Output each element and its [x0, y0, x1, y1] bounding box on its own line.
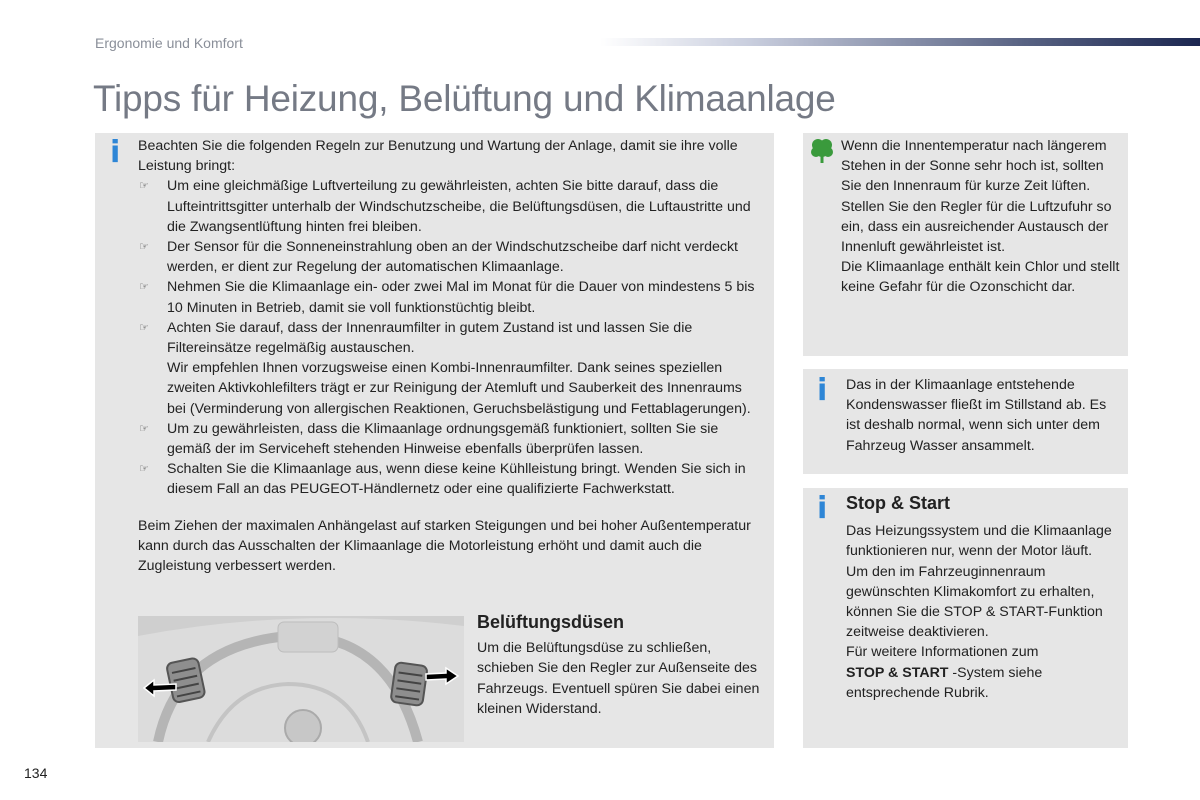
vents-text: Um die Belüftungsdüse zu schließen, schieben Sie den Regler zur Außenseite des Fahrzeugs. Eventuell spüren Sie dabei einen kleinen Widerstand. — [477, 640, 760, 717]
list-item: ☞ Der Sensor für die Sonneneinstrahlung oben an der Windschutzscheibe darf nicht verdeckt werden, er dient zur Regelung der automatischen Klimaanlage. — [139, 239, 738, 276]
stop-start-section: Stop & Start Das Heizungssystem und die Klimaanlage funktionieren nur, wenn der Motor läuft. Um den im Fahrzeuginnenraum gewünschten Klimakomfort zu erhalten, können Sie die STOP & START-Funktion zeitweise deaktivieren. Für weitere Informationen zum STOP & START -System siehe entsprechende Rubrik. — [846, 493, 1126, 703]
info-icon: i — [110, 135, 121, 170]
page-number: 134 — [24, 765, 48, 781]
list-item: ☞ Achten Sie darauf, dass der Innenraumfilter in gutem Zustand ist und lassen Sie die Filtereinsätze regelmäßig austauschen. Wir empfehlen Ihnen vorzugsweise einen Kombi-Innenraumfilter. Dank seines speziellen zweiten Aktivkohlefilters trägt er zur Reinigung der Atemluft und Sauberkeit des Innenraums bei (Verminderung von allergischen Reaktionen, Geruchsbelästigung und Fettablagerungen). — [139, 319, 751, 417]
bullet-icon: ☞ — [139, 281, 149, 294]
rules-list — [138, 176, 764, 499]
vents-section — [477, 612, 767, 719]
dashboard-vents-illustration — [138, 616, 464, 742]
main-panel-text — [138, 136, 764, 576]
bullet-icon: ☞ — [139, 422, 149, 435]
info-icon: i — [817, 491, 828, 526]
info-icon: i — [817, 373, 828, 408]
stop-start-heading: Stop & Start — [846, 493, 951, 513]
bullet-icon: ☞ — [139, 463, 149, 476]
bullet-icon: ☞ — [139, 321, 149, 334]
page-title: Tipps für Heizung, Belüftung und Klimaanlage — [93, 78, 836, 119]
header-gradient-bar — [600, 38, 1200, 46]
intro-paragraph: Beachten Sie die folgenden Regeln zur Benutzung und Wartung der Anlage, damit sie ihre volle Leistung bringt: — [138, 138, 738, 175]
list-item: ☞ Um zu gewährleisten, dass die Klimaanlage ordnungsgemäß funktioniert, sollten Sie sie gemäß der im Serviceheft stehenden Hinweise ebenfalls überprüfen lassen. — [139, 420, 719, 458]
condensation-text: Das in der Klimaanlage entstehende Kondenswasser fließt im Stillstand ab. Es ist deshalb normal, wenn sich unter dem Fahrzeug Wasser ansammelt. — [846, 377, 1107, 454]
filter-note: Wir empfehlen Ihnen vorzugsweise einen Kombi-Innenraumfilter. Dank seines speziellen zweiten Aktivkohlefilters trägt er zur Reinigung der Atemluft und Sauberkeit des Innenraums bei (Verminderung von allergischen Reaktionen, Geruchsbelästigung und Fettablagerungen). — [167, 360, 751, 417]
list-item: ☞ Nehmen Sie die Klimaanlage ein- oder zwei Mal im Monat für die Dauer von mindestens 5 bis 10 Minuten in Betrieb, damit sie voll funktionstüchtig bleibt. — [139, 279, 755, 316]
vents-heading: Belüftungsdüsen — [477, 612, 624, 632]
list-item: ☞ Schalten Sie die Klimaanlage aus, wenn diese keine Kühlleistung bringt. Wenden Sie sich in diesem Fall an das PEUGEOT-Händlernetz oder eine qualifizierte Fachwerkstatt. — [139, 461, 746, 498]
eco-tip-text: Wenn die Innentemperatur nach längerem Stehen in der Sonne sehr hoch ist, sollten Sie den Innenraum für kurze Zeit lüften. Stellen Sie den Regler für die Luftzufuhr so ein, dass ein ausreichender Austausch der Innenluft gewährleistet ist. Die Klimaanlage enthält kein Chlor und stellt keine Gefahr für die Ozonschicht dar. — [841, 138, 1120, 296]
section-label: Ergonomie und Komfort — [95, 35, 243, 51]
trailer-note: Beim Ziehen der maximalen Anhängelast auf starken Steigungen und bei hoher Außentemperatur kann durch das Ausschalten der Klimaanlage die Motorleistung erhöht und damit auch die Zugleistung verbessert werden. — [138, 517, 751, 575]
bullet-icon: ☞ — [139, 180, 149, 193]
leaf-icon — [811, 138, 833, 164]
bullet-icon: ☞ — [139, 241, 149, 254]
list-item: ☞ Um eine gleichmäßige Luftverteilung zu gewährleisten, achten Sie bitte darauf, dass die Lufteintrittsgitter unterhalb der Windschutzscheibe, die Belüftungsdüsen, die Luftaustritte und die Zwangsentlüftung hinten frei bleiben. — [139, 178, 751, 235]
